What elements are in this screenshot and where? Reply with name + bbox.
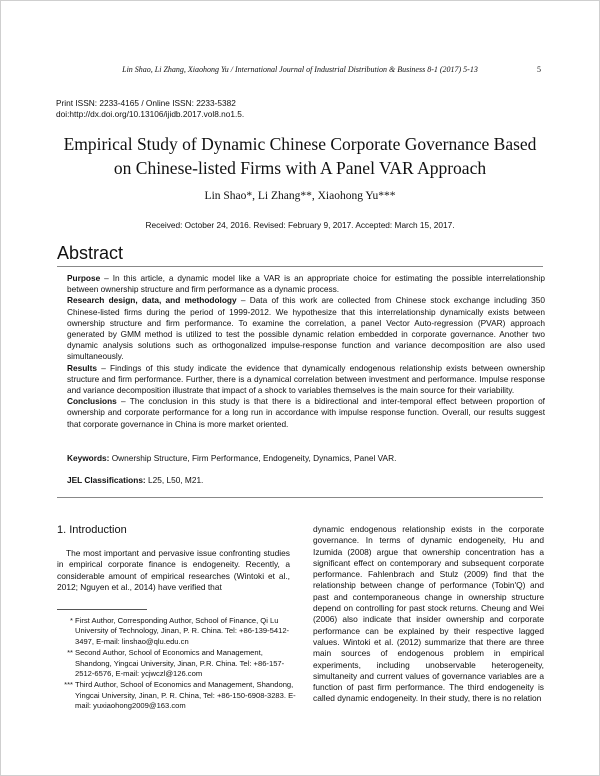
title-line-2: on Chinese-listed Firms with A Panel VAR Approach bbox=[113, 158, 487, 178]
footnote-text: First Author, Corresponding Author, School of Finance, Qi Lu University of Technology, Jinan, P. R. China. Tel: +86-139-5412-3497, E-mail: linshao@qlu.edu.cn bbox=[75, 616, 290, 646]
issn-block bbox=[56, 98, 244, 120]
intro-paragraph-1: The most important and pervasive issue confronting studies in empirical corporate finance is endogeneity. Recently, a considerable amount of empirical researches (Wintoki et al., 2012; Nguyen et al., 2014) have verified that bbox=[57, 548, 290, 592]
received-dates: Received: October 24, 2016. Revised: February 9, 2017. Accepted: March 15, 2017. bbox=[145, 220, 455, 230]
results-label: Results bbox=[67, 362, 97, 373]
conclusions-text: – The conclusion in this study is that there is a bidirectional and inter-temporal effect between proportion of ownership and corporate performance for a long run in accordance with impulse response function. Overall, our results suggest that corporate governance in China is more market oriented. bbox=[67, 396, 545, 429]
issn-line: Print ISSN: 2233-4165 / Online ISSN: 2233-5382 bbox=[56, 98, 236, 108]
author-list: Lin Shao*, Li Zhang**, Xiaohong Yu*** bbox=[204, 190, 396, 202]
footnote-mark: * bbox=[70, 616, 73, 625]
design-label: Research design, data, and methodology bbox=[67, 295, 237, 306]
footnote-third-author bbox=[57, 680, 297, 711]
doi-line: doi:http://dx.doi.org/10.13106/ijidb.2017.vol8.no1.5. bbox=[56, 109, 245, 119]
footnote-mark: *** bbox=[64, 680, 73, 690]
footnotes bbox=[57, 616, 297, 713]
results-text: – Findings of this study indicate the evidence that dynamically endogenous relationship exists between ownership structure and firm performance. Further, there is a dynamical correlation between investment and performance. Impulse response and variance decomposition illustrate that impact of a shock to variables themselves is the main source for their variability. bbox=[67, 362, 545, 396]
jel-label: JEL Classifications: bbox=[67, 475, 146, 485]
footnote-mark: ** bbox=[67, 648, 73, 658]
abstract-heading: Abstract bbox=[57, 243, 124, 263]
paper-title bbox=[40, 132, 560, 180]
keywords-label: Keywords: bbox=[67, 453, 110, 463]
footnote-second-author bbox=[57, 648, 297, 679]
abstract-purpose bbox=[67, 273, 545, 295]
jel-text: L25, L50, M21. bbox=[145, 475, 204, 485]
keywords-text: Ownership Structure, Firm Performance, Endogeneity, Dynamics, Panel VAR. bbox=[109, 453, 397, 463]
footnote-text: Third Author, School of Economics and Management, Shandong, Yingcai University, Jinan, P. R. China, Tel: +86-150-6908-3283. E-mail: yuxiaohong2009@163.com bbox=[75, 680, 296, 711]
abstract-results bbox=[67, 363, 545, 397]
abstract-design bbox=[67, 295, 545, 362]
running-head: Lin Shao, Li Zhang, Xiaohong Yu / International Journal of Industrial Distribution & Business 8-1 (2017) 5-13 bbox=[122, 65, 478, 74]
conclusions-label: Conclusions bbox=[67, 396, 117, 407]
section-heading-introduction: 1. Introduction bbox=[57, 524, 127, 536]
design-text: – Data of this work are collected from Chinese stock exchange including 350 Chinese-listed firms during the period of 1999-2012. We hypothesize that this interrelationship dynamically exists between ownership structure and firm performance. To examine the correlation, a panel Vector Auto-regression (PVAR) approach generated by GMM method is utilized to test the possible dynamic relation embedded in corporate governance. Another two dynamic analysis solutions such as orthogonalized impulse-response function and variance decomposition are also used simultaneously. bbox=[67, 295, 545, 362]
intro-paragraph-continued: dynamic endogenous relationship exists in the corporate governance. In terms of dynamic endogeneity, Hu and Izumida (2008) argue that ownership concentration has a significant effect on contemporary and subsequent corporate performance. Fahlenbrach and Stulz (2009) find that the relationship between change of performance (Tobin'Q) and past and contemporaneous change in ownership structure depend on controlling for past stock returns. Cheung and Wei (2006) also indicate that insider ownership and corporate performance can be explained by their respective lagged values. Wintoki et al. (2012) summarize that there are three main sources of endogenous problem in empirical experiments, including unobservable heterogeneity, simultaneity and current values of governance variables are a function of past firm performance. The third endogeneity is called dynamic endogeneity. In their study, there is no relation bbox=[313, 524, 544, 704]
title-line-1: Empirical Study of Dynamic Chinese Corporate Governance Based bbox=[63, 134, 537, 154]
abstract-top-rule bbox=[57, 266, 543, 267]
footnote-rule bbox=[57, 609, 147, 610]
page-number: 5 bbox=[537, 65, 541, 74]
abstract-body bbox=[67, 273, 545, 430]
jel-classifications bbox=[67, 475, 545, 485]
purpose-text: – In this article, a dynamic model like a VAR is an appropriate choice for estimating the possible interrelationship between ownership structure and firm performance as a dynamic process. bbox=[67, 273, 545, 295]
footnote-first-author bbox=[57, 616, 297, 647]
abstract-bottom-rule bbox=[57, 497, 543, 498]
footnote-text: Second Author, School of Economics and Management, Shandong, Yingcai University, Jinan, P.R. China. Tel: +86-157-2512-6576, E-mail: ycjwczl@126.com bbox=[75, 648, 285, 679]
keywords bbox=[67, 453, 545, 463]
abstract-conclusions bbox=[67, 396, 545, 430]
intro-right-column bbox=[313, 524, 544, 705]
intro-left-column bbox=[57, 548, 290, 593]
purpose-label: Purpose bbox=[67, 273, 101, 283]
